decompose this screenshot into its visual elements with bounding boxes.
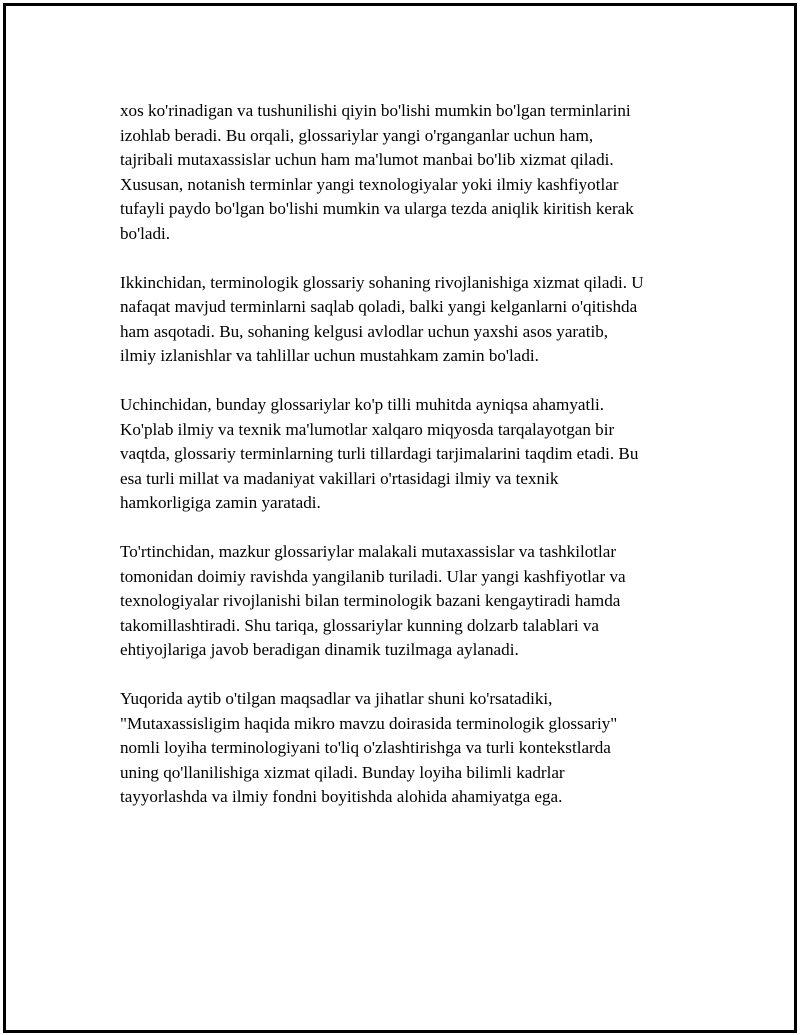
paragraph-5: Yuqorida aytib o'tilgan maqsadlar va jihatlar shuni ko'rsatadiki, "Mutaxassisligim haqida mikro mavzu doirasida terminologik glossariy" nomli loyiha terminologiyani to'liq o'zlashtirishga va turli kontekstlarda uning qo'llanilishiga xizmat qiladi. Bunday loyiha bilimli kadrlar tayyorlashda va ilmiy fondni boyitishda alohida ahamiyatga ega.	[120, 689, 618, 806]
paragraph-4: To'rtinchidan, mazkur glossariylar malakali mutaxassislar va tashkilotlar tomonidan doimiy ravishda yangilanib turiladi. Ular yangi kashfiyotlar va texnologiyalar rivojlanishi bilan terminologik bazani kengaytiradi hamda takomillashtiradi. Shu tariqa, glossariylar kunning dolzarb talablari va ehtiyojlariga javob beradigan dinamik tuzilmaga aylanadi.	[120, 542, 626, 659]
paragraph-3: Uchinchidan, bunday glossariylar ko'p tilli muhitda ayniqsa ahamyatli. Ko'plab ilmiy va texnik ma'lumotlar xalqaro miqyosda tarqalayotgan bir vaqtda, glossariy terminlarning turli tillardagi tarjimalarini taqdim etadi. Bu esa turli millat va madaniyat vakillari o'rtasidagi ilmiy va texnik hamkorligiga zamin yaratadi.	[120, 395, 639, 512]
page-frame	[3, 3, 797, 1033]
document-body	[120, 99, 710, 834]
paragraph-2: Ikkinchidan, terminologik glossariy sohaning rivojlanishiga xizmat qiladi. U nafaqat mavjud terminlarni saqlab qoladi, balki yangi kelganlarni o'qitishda ham asqotadi. Bu, sohaning kelgusi avlodlar uchun yaxshi asos yaratib, ilmiy izlanishlar va tahlillar uchun mustahkam zamin bo'ladi.	[120, 272, 644, 365]
paragraph-1: xos ko'rinadigan va tushunilishi qiyin bo'lishi mumkin bo'lgan terminlarini izohlab beradi. Bu orqali, glossariylar yangi o'rganganlar uchun ham, tajribali mutaxassislar uchun ham ma'lumot manbai bo'lib xizmat qiladi. Xususan, notanish terminlar yangi texnologiyalar yoki ilmiy kashfiyotlar tufayli paydo bo'lgan bo'lishi mumkin va ularga tezda aniqlik kiritish kerak bo'ladi.	[120, 101, 634, 243]
